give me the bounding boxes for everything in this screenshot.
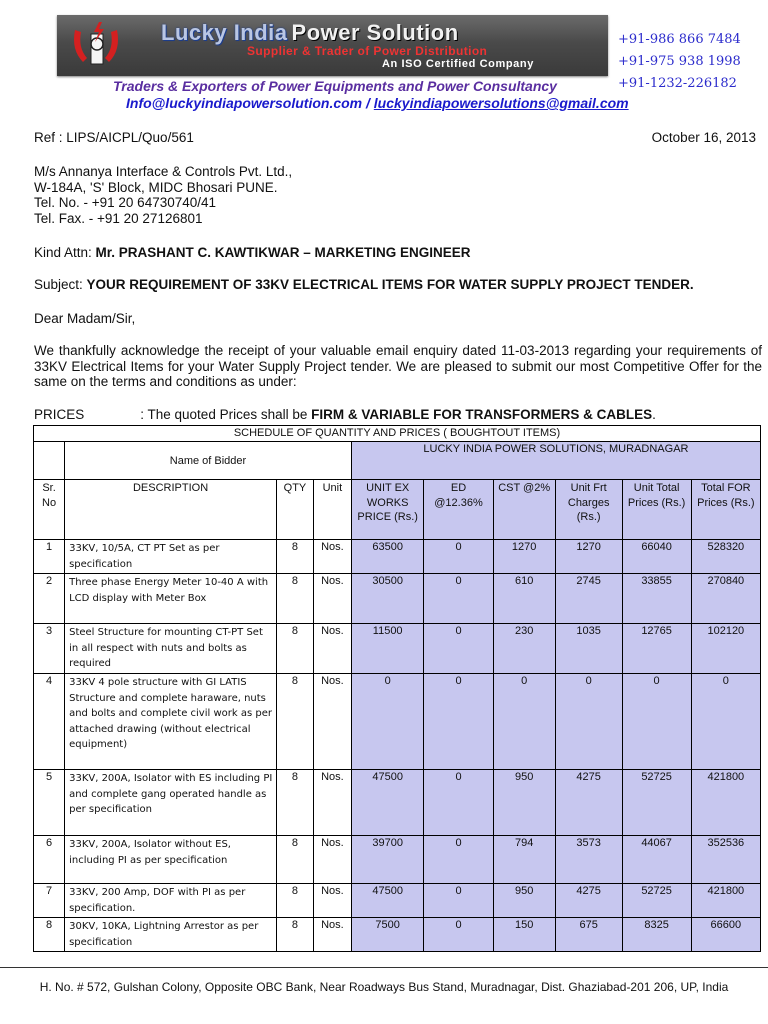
header-qty: QTY <box>277 480 314 540</box>
cell-ex-works: 63500 <box>351 540 424 574</box>
cell-qty: 8 <box>277 540 314 574</box>
cell-qty: 8 <box>277 836 314 884</box>
header-unit-total: Unit Total Prices (Rs.) <box>622 480 691 540</box>
address-line: Tel. Fax. - +91 20 27126801 <box>34 210 203 226</box>
reference-number: Ref : LIPS/AICPL/Quo/561 <box>34 130 194 145</box>
cell-cst: 794 <box>493 836 555 884</box>
cell-total-for: 421800 <box>691 770 760 836</box>
brand-name-part1: Lucky India <box>161 20 288 45</box>
cell-unit: Nos. <box>313 770 351 836</box>
header-unit: Unit <box>313 480 351 540</box>
cell-ed: 0 <box>424 836 493 884</box>
recipient-address <box>34 164 292 226</box>
phone-number-1: +91-986 866 7484 <box>618 32 741 47</box>
cell-total-for: 0 <box>691 674 760 770</box>
address-line: M/s Annanya Interface & Controls Pvt. Ltd., <box>34 164 293 179</box>
cell-unit-total: 52725 <box>622 770 691 836</box>
iso-certified-label: An ISO Certified Company <box>382 58 534 70</box>
cell-cst: 1270 <box>493 540 555 574</box>
cell-sr: 2 <box>34 574 65 624</box>
cell-sr: 5 <box>34 770 65 836</box>
header-description: DESCRIPTION <box>65 480 277 540</box>
header-total-for: Total FOR Prices (Rs.) <box>691 480 760 540</box>
prices-end: . <box>652 407 656 422</box>
header-freight: Unit Frt Charges (Rs.) <box>555 480 622 540</box>
subject-label: Subject: <box>34 277 87 292</box>
phone-number-3: +91-1232-226182 <box>618 76 737 91</box>
email-separator: / <box>362 95 374 111</box>
cell-freight: 1035 <box>555 624 622 674</box>
cell-unit-total: 52725 <box>622 884 691 918</box>
table-row <box>34 674 761 770</box>
header-sr: Sr. No <box>34 480 65 540</box>
cell-qty: 8 <box>277 918 314 952</box>
cell-sr: 4 <box>34 674 65 770</box>
email-info[interactable]: Info@luckyindiapowersolution.com <box>126 95 363 111</box>
table-row <box>34 918 761 952</box>
cell-ed: 0 <box>424 918 493 952</box>
subject-line <box>34 277 694 292</box>
cell-unit: Nos. <box>313 884 351 918</box>
cell-qty: 8 <box>277 770 314 836</box>
cell-ex-works: 47500 <box>351 770 424 836</box>
cell-description: 33KV, 200 Amp, DOF with PI as per specification. <box>65 884 277 918</box>
cell-unit-total: 12765 <box>622 624 691 674</box>
cell-freight: 675 <box>555 918 622 952</box>
table-row <box>34 836 761 884</box>
kind-attention <box>34 245 471 260</box>
brand-tagline: Supplier & Trader of Power Distribution <box>247 44 488 58</box>
table-row <box>34 770 761 836</box>
phone-number-2: +91-975 938 1998 <box>618 54 741 69</box>
cell-unit-total: 8325 <box>622 918 691 952</box>
cell-description: Steel Structure for mounting CT-PT Set in all respect with nuts and bolts as required <box>65 624 277 674</box>
prices-label: PRICES <box>34 407 85 422</box>
cell-total-for: 352536 <box>691 836 760 884</box>
cell-ed: 0 <box>424 540 493 574</box>
cell-sr: 6 <box>34 836 65 884</box>
footer-divider <box>0 967 768 968</box>
cell-ed: 0 <box>424 884 493 918</box>
cell-unit-total: 33855 <box>622 574 691 624</box>
cell-unit: Nos. <box>313 836 351 884</box>
prices-clause <box>34 407 656 422</box>
cell-unit-total: 66040 <box>622 540 691 574</box>
cell-unit-total: 0 <box>622 674 691 770</box>
cell-description: 33KV, 200A, Isolator with ES including PI and complete gang operated handle as per specification <box>65 770 277 836</box>
cell-description: 30KV, 10KA, Lightning Arrestor as per specification <box>65 918 277 952</box>
schedule-title: SCHEDULE OF QUANTITY AND PRICES ( BOUGHTOUT ITEMS) <box>34 426 761 442</box>
cell-ex-works: 47500 <box>351 884 424 918</box>
cell-ed: 0 <box>424 624 493 674</box>
brand-name-part2: Power Solution <box>291 20 459 45</box>
company-logo-icon <box>69 20 123 70</box>
cell-ex-works: 39700 <box>351 836 424 884</box>
cell-ex-works: 7500 <box>351 918 424 952</box>
cell-description: 33KV, 10/5A, CT PT Set as per specification <box>65 540 277 574</box>
cell-qty: 8 <box>277 574 314 624</box>
cell-total-for: 102120 <box>691 624 760 674</box>
cell-ed: 0 <box>424 674 493 770</box>
cell-freight: 0 <box>555 674 622 770</box>
header-cst: CST @2% <box>493 480 555 540</box>
cell-qty: 8 <box>277 674 314 770</box>
cell-sr: 1 <box>34 540 65 574</box>
cell-description: 33KV, 200A, Isolator without ES, including PI as per specification <box>65 836 277 884</box>
cell-total-for: 66600 <box>691 918 760 952</box>
cell-cst: 150 <box>493 918 555 952</box>
cell-freight: 4275 <box>555 770 622 836</box>
price-schedule-table <box>33 425 761 952</box>
cell-cst: 950 <box>493 884 555 918</box>
table-row <box>34 540 761 574</box>
table-row <box>34 574 761 624</box>
footer-address: H. No. # 572, Gulshan Colony, Opposite OBC Bank, Near Roadways Bus Stand, Muradnagar, Dist. Ghaziabad-201 206, UP, India <box>39 980 729 994</box>
cell-unit-total: 44067 <box>622 836 691 884</box>
company-tagline: Traders & Exporters of Power Equipments and Power Consultancy <box>113 78 557 94</box>
phone-numbers <box>618 29 741 95</box>
cell-ed: 0 <box>424 770 493 836</box>
subject-value: YOUR REQUIREMENT OF 33KV ELECTRICAL ITEMS FOR WATER SUPPLY PROJECT TENDER. <box>86 277 694 292</box>
table-row <box>34 884 761 918</box>
cell-description: Three phase Energy Meter 10-40 A with LCD display with Meter Box <box>65 574 277 624</box>
address-line: Tel. No. - +91 20 64730740/41 <box>34 195 217 210</box>
cell-unit: Nos. <box>313 540 351 574</box>
cell-total-for: 270840 <box>691 574 760 624</box>
cell-ex-works: 0 <box>351 674 424 770</box>
cell-ex-works: 30500 <box>351 574 424 624</box>
cell-unit: Nos. <box>313 918 351 952</box>
cell-cst: 950 <box>493 770 555 836</box>
cell-freight: 3573 <box>555 836 622 884</box>
cell-sr: 7 <box>34 884 65 918</box>
email-gmail-link[interactable]: luckyindiapowersolutions@gmail.com <box>373 95 629 111</box>
cell-ed: 0 <box>424 574 493 624</box>
cell-total-for: 528320 <box>691 540 760 574</box>
bidder-name: LUCKY INDIA POWER SOLUTIONS, MURADNAGAR <box>351 442 760 480</box>
cell-total-for: 421800 <box>691 884 760 918</box>
cell-freight: 4275 <box>555 884 622 918</box>
cell-cst: 0 <box>493 674 555 770</box>
cell-cst: 610 <box>493 574 555 624</box>
cell-sr: 8 <box>34 918 65 952</box>
prices-text: : The quoted Prices shall be <box>140 407 312 422</box>
table-row <box>34 624 761 674</box>
cell-unit: Nos. <box>313 574 351 624</box>
cell-qty: 8 <box>277 884 314 918</box>
contact-emails <box>126 95 629 111</box>
cell-cst: 230 <box>493 624 555 674</box>
cell-unit: Nos. <box>313 624 351 674</box>
cell-freight: 1270 <box>555 540 622 574</box>
attn-label: Kind Attn: <box>34 245 96 260</box>
salutation: Dear Madam/Sir, <box>34 311 136 326</box>
body-paragraph: We thankfully acknowledge the receipt of your valuable email enquiry dated 11-03-2013 regarding your requirements of 33KV Electrical Items for your Water Supply Project tender. We are pleased to submit our most Competitive Offer for the same on the terms and conditions as under: <box>34 343 762 389</box>
brand-name <box>161 20 459 46</box>
cell-description: 33KV 4 pole structure with GI LATIS Structure and complete haraware, nuts and bolts and complete civil work as per attached drawing (without electrical equipment) <box>65 674 277 770</box>
letter-date: October 16, 2013 <box>651 130 756 145</box>
header-ed: ED @12.36% <box>424 480 493 540</box>
cell-ex-works: 11500 <box>351 624 424 674</box>
bidder-label: Name of Bidder <box>65 442 352 480</box>
letterhead-banner <box>57 15 608 76</box>
header-ex-works: UNIT EX WORKS PRICE (Rs.) <box>351 480 424 540</box>
address-line: W-184A, 'S' Block, MIDC Bhosari PUNE. <box>34 179 278 195</box>
cell-sr: 3 <box>34 624 65 674</box>
prices-bold: FIRM & VARIABLE FOR TRANSFORMERS & CABLES <box>311 407 653 422</box>
cell-freight: 2745 <box>555 574 622 624</box>
cell-unit: Nos. <box>313 674 351 770</box>
cell-qty: 8 <box>277 624 314 674</box>
attn-value: Mr. PRASHANT C. KAWTIKWAR – MARKETING ENGINEER <box>95 245 471 260</box>
